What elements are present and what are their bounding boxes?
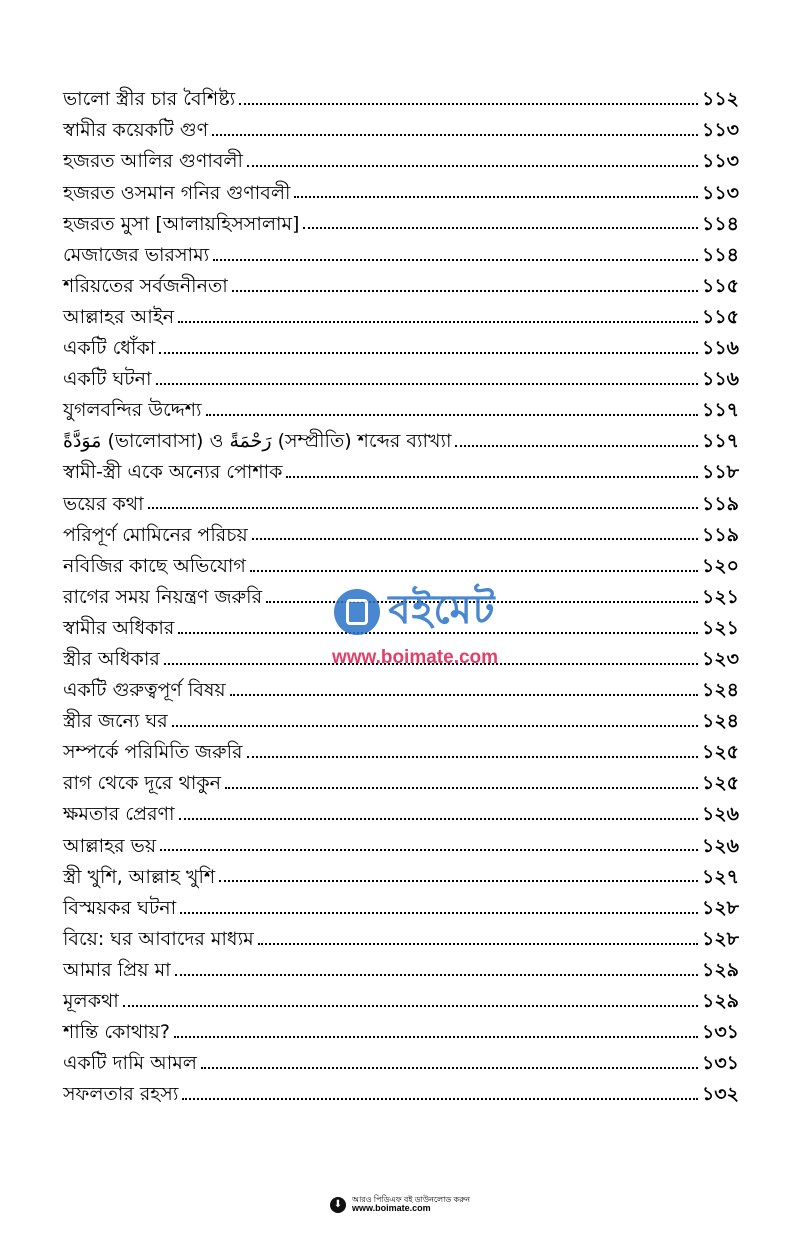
toc-entry bbox=[63, 826, 739, 857]
toc-entry-page-number: ১২১ bbox=[701, 616, 739, 639]
toc-entry-title: একটি ঘটনা bbox=[63, 368, 152, 391]
download-icon: ⬇ bbox=[330, 1197, 346, 1213]
toc-entry-page-number: ১১৩ bbox=[701, 119, 739, 142]
toc-entry-title: ভয়ের কথা bbox=[63, 492, 144, 515]
toc-entry-page-number: ১১৫ bbox=[702, 305, 739, 328]
toc-dot-leader bbox=[303, 227, 698, 229]
table-of-contents bbox=[63, 80, 739, 1106]
toc-entry-page-number: ১২৯ bbox=[701, 958, 739, 981]
toc-entry-title: যুগলবন্দির উদ্দেশ্য bbox=[63, 399, 202, 422]
toc-entry-page-number: ১২৪ bbox=[701, 710, 739, 733]
footer-download-text: আরও পিডিএফ বই ডাউনলোড করুন bbox=[351, 1195, 471, 1204]
toc-entry bbox=[63, 1044, 739, 1075]
toc-entry-title: স্ত্রীর জন্যে ঘর bbox=[63, 710, 168, 733]
toc-entry-page-number: ১১৩ bbox=[701, 150, 739, 173]
toc-entry-title: হজরত আলির গুণাবলী bbox=[63, 150, 243, 173]
toc-entry-title: স্ত্রীর অধিকার bbox=[63, 647, 160, 670]
toc-entry bbox=[63, 298, 739, 329]
toc-entry bbox=[63, 142, 739, 173]
toc-entry-page-number: ১২৫ bbox=[701, 741, 739, 764]
toc-entry-title: বিস্ময়কর ঘটনা bbox=[63, 896, 177, 919]
toc-dot-leader bbox=[178, 321, 698, 323]
toc-entry-page-number: ১১৪ bbox=[702, 212, 739, 235]
toc-dot-leader bbox=[252, 538, 698, 540]
watermark-logo-text: বইমেট bbox=[388, 587, 496, 633]
toc-dot-leader bbox=[239, 103, 698, 105]
toc-dot-leader bbox=[182, 1098, 698, 1100]
toc-dot-leader bbox=[286, 476, 698, 478]
toc-entry bbox=[63, 888, 739, 919]
toc-dot-leader bbox=[201, 1067, 698, 1069]
toc-entry-page-number: ১২৮ bbox=[701, 896, 739, 919]
toc-entry bbox=[63, 1075, 739, 1106]
toc-dot-leader bbox=[180, 912, 698, 914]
toc-entry-page-number: ১২৬ bbox=[701, 803, 739, 826]
toc-entry-title: হজরত ওসমান গনির গুণাবলী bbox=[63, 181, 291, 204]
toc-dot-leader bbox=[164, 663, 698, 665]
toc-entry-title: হজরত মুসা [আলায়হিসসালাম] bbox=[63, 212, 300, 235]
toc-entry-page-number: ১১৬ bbox=[701, 337, 739, 360]
toc-entry bbox=[63, 453, 739, 484]
toc-dot-leader bbox=[225, 787, 698, 789]
toc-entry bbox=[63, 204, 739, 235]
toc-dot-leader bbox=[232, 290, 698, 292]
toc-entry-page-number: ১৩২ bbox=[701, 1083, 739, 1106]
toc-entry-page-number: ১১৮ bbox=[702, 461, 739, 484]
toc-entry-page-number: ১১৭ bbox=[701, 430, 739, 453]
toc-entry-page-number: ১২০ bbox=[701, 554, 739, 577]
toc-dot-leader bbox=[213, 259, 698, 261]
toc-entry bbox=[63, 422, 739, 453]
toc-entry-page-number: ১২৭ bbox=[701, 865, 739, 888]
toc-entry-title: ভালো স্ত্রীর চার বৈশিষ্ট্য bbox=[63, 88, 236, 111]
toc-entry bbox=[63, 360, 739, 391]
toc-dot-leader bbox=[156, 383, 698, 385]
toc-dot-leader bbox=[250, 570, 698, 572]
toc-entry bbox=[63, 267, 739, 298]
toc-entry-title: একটি দামি আমল bbox=[63, 1052, 197, 1075]
toc-entry-title: স্বামীর কয়েকটি গুণ bbox=[63, 119, 209, 142]
toc-entry-title: মেজাজের ভারসাম্য bbox=[63, 243, 210, 266]
toc-dot-leader bbox=[148, 507, 698, 509]
toc-entry-title: مَوَدَّةً (ভালোবাসা) ও رَحْمَةً (সম্প্রীতি) শব্দের ব্যাখ্যা bbox=[63, 430, 452, 453]
toc-entry bbox=[63, 795, 739, 826]
toc-entry bbox=[63, 546, 739, 577]
toc-entry-page-number: ১২৮ bbox=[701, 927, 739, 950]
toc-entry-page-number: ১১২ bbox=[701, 88, 739, 111]
toc-entry bbox=[63, 733, 739, 764]
toc-entry-title: মূলকথা bbox=[63, 990, 119, 1013]
toc-entry-title: আমার প্রিয় মা bbox=[63, 958, 171, 981]
toc-entry bbox=[63, 484, 739, 515]
toc-entry-title: স্বামী-স্ত্রী একে অন্যের পোশাক bbox=[63, 461, 283, 484]
toc-dot-leader bbox=[160, 849, 698, 851]
toc-entry-title: বিয়ে: ঘর আবাদের মাধ্যম bbox=[63, 927, 254, 950]
toc-dot-leader bbox=[174, 1036, 698, 1038]
toc-entry-title: সম্পর্কে পরিমিতি জরুরি bbox=[63, 741, 243, 764]
toc-entry bbox=[63, 640, 739, 671]
toc-dot-leader bbox=[172, 725, 698, 727]
toc-dot-leader bbox=[159, 352, 698, 354]
toc-dot-leader bbox=[230, 694, 698, 696]
toc-entry bbox=[63, 671, 739, 702]
toc-dot-leader bbox=[212, 134, 698, 136]
toc-dot-leader bbox=[179, 818, 698, 820]
toc-entry-page-number: ১২১ bbox=[701, 585, 739, 608]
toc-dot-leader bbox=[247, 756, 698, 758]
toc-entry bbox=[63, 329, 739, 360]
toc-entry-page-number: ১১৯ bbox=[702, 523, 739, 546]
toc-entry-title: রাগ থেকে দূরে থাকুন bbox=[63, 772, 221, 795]
toc-entry bbox=[63, 578, 739, 609]
toc-dot-leader bbox=[247, 165, 698, 167]
toc-dot-leader bbox=[266, 601, 698, 603]
toc-entry-title: রাগের সময় নিয়ন্ত্রণ জরুরি bbox=[63, 585, 263, 608]
toc-entry-title: স্বামীর অধিকার bbox=[63, 616, 175, 639]
toc-entry-page-number: ১১৩ bbox=[701, 181, 739, 204]
toc-entry-title: ক্ষমতার প্রেরণা bbox=[63, 803, 175, 826]
toc-dot-leader bbox=[294, 196, 698, 198]
toc-dot-leader bbox=[123, 1005, 698, 1007]
toc-entry bbox=[63, 111, 739, 142]
toc-entry bbox=[63, 982, 739, 1013]
toc-entry bbox=[63, 857, 739, 888]
toc-entry bbox=[63, 515, 739, 546]
toc-entry-title: শান্তি কোথায়? bbox=[63, 1021, 170, 1044]
toc-dot-leader bbox=[178, 632, 698, 634]
toc-entry bbox=[63, 609, 739, 640]
toc-entry-page-number: ১৩১ bbox=[701, 1052, 739, 1075]
toc-entry bbox=[63, 920, 739, 951]
toc-entry-page-number: ১২৪ bbox=[701, 679, 739, 702]
toc-entry-page-number: ১১৭ bbox=[701, 399, 739, 422]
toc-entry-title: পরিপূর্ণ মোমিনের পরিচয় bbox=[63, 523, 248, 546]
toc-entry bbox=[63, 173, 739, 204]
toc-entry-page-number: ১১৪ bbox=[702, 243, 739, 266]
toc-dot-leader bbox=[258, 943, 698, 945]
toc-entry bbox=[63, 391, 739, 422]
footer bbox=[0, 1196, 800, 1214]
toc-entry-title: আল্লাহর আইন bbox=[63, 305, 175, 328]
toc-dot-leader bbox=[206, 414, 698, 416]
toc-entry bbox=[63, 235, 739, 266]
toc-entry-title: একটি গুরুত্বপূর্ণ বিষয় bbox=[63, 679, 226, 702]
toc-entry-title: সফলতার রহস্য bbox=[63, 1083, 179, 1106]
toc-dot-leader bbox=[219, 880, 698, 882]
toc-entry bbox=[63, 1013, 739, 1044]
footer-url[interactable]: www.boimate.com bbox=[351, 1203, 431, 1214]
toc-entry-page-number: ১২৬ bbox=[701, 834, 739, 857]
toc-dot-leader bbox=[175, 974, 698, 976]
toc-entry-page-number: ১২৩ bbox=[701, 647, 739, 670]
toc-entry bbox=[63, 951, 739, 982]
toc-entry-page-number: ১১৬ bbox=[701, 368, 739, 391]
toc-entry bbox=[63, 764, 739, 795]
toc-entry-page-number: ১২৯ bbox=[701, 990, 739, 1013]
toc-entry bbox=[63, 702, 739, 733]
toc-entry bbox=[63, 80, 739, 111]
toc-entry-title: স্ত্রী খুশি, আল্লাহ খুশি bbox=[63, 865, 216, 888]
toc-entry-title: একটি ধোঁকা bbox=[63, 337, 156, 360]
toc-entry-title: শরিয়তের সর্বজনীনতা bbox=[63, 274, 228, 297]
toc-entry-page-number: ১৩১ bbox=[701, 1021, 739, 1044]
toc-dot-leader bbox=[455, 445, 698, 447]
toc-entry-page-number: ১১৯ bbox=[702, 492, 739, 515]
toc-entry-page-number: ১২৫ bbox=[701, 772, 739, 795]
toc-entry-title: নবিজির কাছে অভিযোগ bbox=[63, 554, 246, 577]
toc-entry-page-number: ১১৫ bbox=[702, 274, 739, 297]
toc-entry-title: আল্লাহর ভয় bbox=[63, 834, 157, 857]
footer-text bbox=[352, 1196, 470, 1214]
watermark-url: www.boimate.com bbox=[331, 647, 499, 668]
